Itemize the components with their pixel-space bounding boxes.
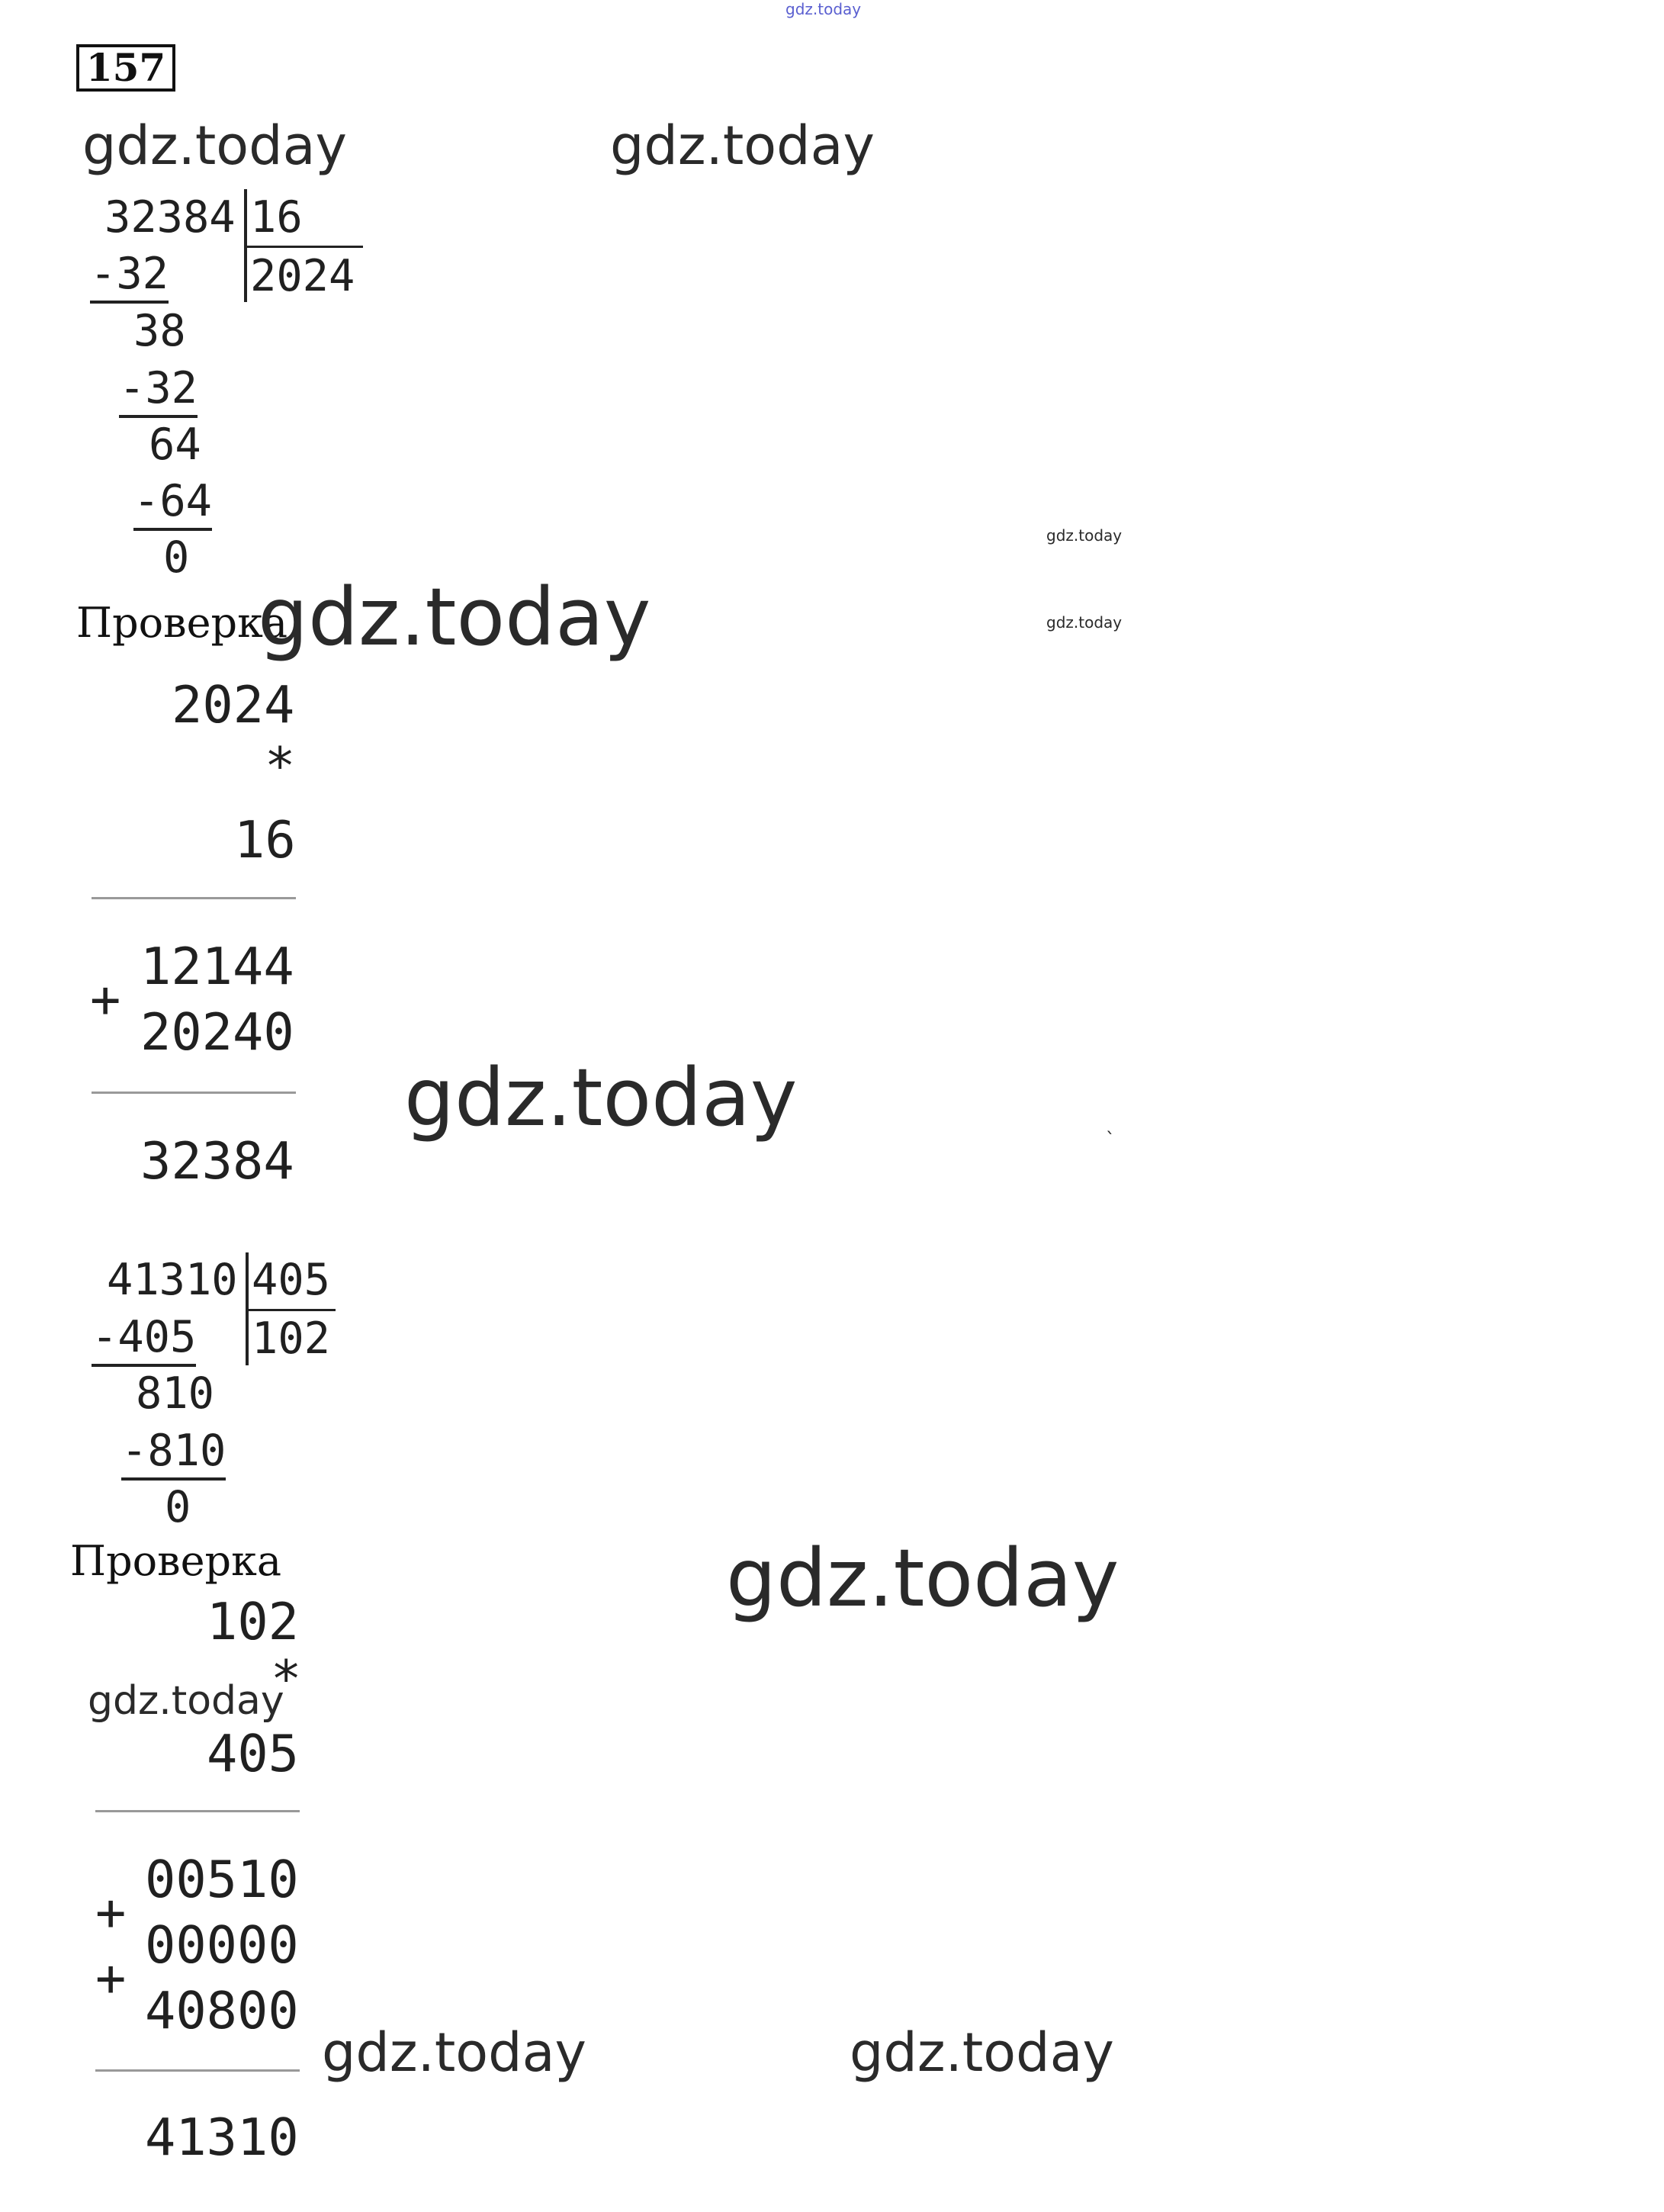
plus-sign: + [95, 1948, 127, 2008]
watermark-large: gdz.today [404, 1051, 798, 1144]
divisor: 405 [252, 1255, 330, 1305]
dividend: 32384 [104, 192, 236, 243]
check-result: 32384 [140, 1131, 294, 1191]
division-bracket-horizontal [247, 1309, 336, 1311]
quotient: 2024 [250, 251, 355, 301]
division-bracket-horizontal [246, 246, 363, 248]
check-result: 41310 [145, 2108, 299, 2167]
remainder: 38 [133, 306, 186, 356]
watermark: gdz.today [82, 114, 347, 177]
watermark-large: gdz.today [258, 571, 651, 664]
subtrahend: -810 [121, 1426, 226, 1481]
final-remainder: 0 [165, 1482, 191, 1532]
sum-line [92, 1092, 296, 1094]
check-label: Проверка [70, 1537, 282, 1585]
watermark-small: gdz.today [1046, 526, 1123, 545]
final-remainder: 0 [163, 532, 190, 583]
check-label: Проверка [76, 599, 288, 647]
remainder: 64 [149, 420, 201, 470]
task-number: 157 [76, 44, 175, 92]
subtrahend: -32 [119, 363, 198, 418]
partial-product: 12144 [140, 937, 294, 996]
watermark: gdz.today [322, 2021, 586, 2084]
partial-product: 00510 [145, 1850, 299, 1909]
watermark: gdz.today [610, 114, 875, 177]
plus-sign: + [90, 969, 121, 1029]
partial-product: 40800 [145, 1981, 299, 2040]
watermark: gdz.today [88, 1678, 284, 1724]
check-factor-1: 102 [207, 1592, 300, 1651]
subtrahend: -405 [92, 1312, 196, 1367]
check-factor-2: 16 [234, 810, 296, 870]
subtrahend: -64 [133, 476, 212, 531]
watermark-large: gdz.today [726, 1532, 1120, 1625]
partial-product: 20240 [140, 1002, 294, 1062]
quotient: 102 [252, 1313, 330, 1364]
remainder: 810 [136, 1368, 214, 1419]
check-multiply-sign: * [271, 1649, 302, 1709]
check-factor-2: 405 [207, 1724, 300, 1783]
partial-product: 00000 [145, 1915, 299, 1975]
watermark-top: gdz.today [785, 0, 862, 18]
plus-sign: + [95, 1882, 127, 1942]
divisor: 16 [250, 192, 303, 243]
check-factor-1: 2024 [172, 675, 295, 735]
watermark-small: gdz.today [1046, 613, 1123, 632]
product-line [92, 897, 296, 899]
sum-line [95, 2069, 300, 2072]
watermark: gdz.today [850, 2021, 1114, 2084]
product-line [95, 1810, 300, 1812]
stray-mark: ` [1106, 1129, 1115, 1150]
dividend: 41310 [107, 1255, 238, 1305]
check-multiply-sign: * [265, 736, 296, 796]
subtrahend: -32 [90, 249, 169, 304]
